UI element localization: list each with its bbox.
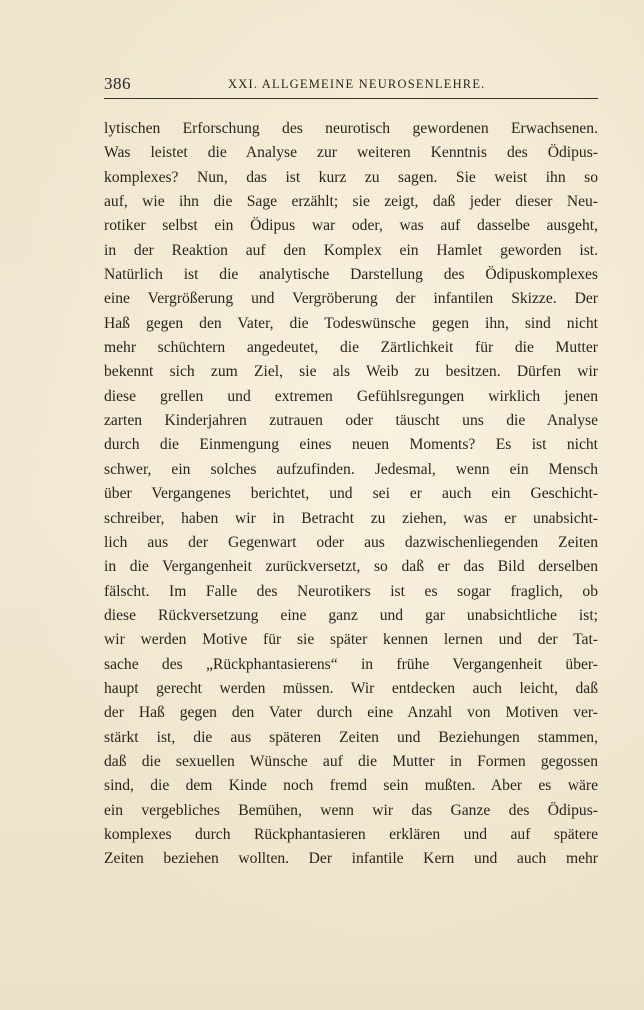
text-line: daß die sexuellen Wünsche auf die Mutter in Formen gegossen — [104, 752, 598, 770]
text-line: rotiker selbst ein Ödipus war oder, was auf dasselbe ausgeht, — [104, 217, 598, 235]
text-line: mehr schüchtern angedeutet, die Zärtlichkeit für die Mutter — [104, 339, 598, 357]
text-line: der Haß gegen den Vater durch eine Anzahl von Motiven ver- — [104, 704, 598, 722]
text-line: lich aus der Gegenwart oder aus dazwischenliegenden Zeiten — [104, 533, 598, 551]
text-line: diese Rückversetzung eine ganz und gar unabsichtliche ist; — [104, 606, 598, 624]
text-line: haupt gerecht werden müssen. Wir entdecken auch leicht, daß — [104, 679, 598, 697]
text-line: auf, wie ihn die Sage erzählt; sie zeigt, daß jeder dieser Neu- — [104, 193, 598, 211]
text-line: Haß gegen den Vater, die Todeswünsche gegen ihn, sind nicht — [104, 314, 598, 332]
text-line: schwer, ein solches aufzufinden. Jedesmal, wenn ein Mensch — [104, 460, 598, 478]
text-line: sind, die dem Kinde noch fremd sein mußten. Aber es wäre — [104, 777, 598, 795]
text-line: schreiber, haben wir in Betracht zu ziehen, was er unabsicht- — [104, 509, 598, 527]
text-line: diese grellen und extremen Gefühlsregungen wirklich jenen — [104, 387, 598, 405]
running-head — [104, 74, 598, 99]
text-line: Was leistet die Analyse zur weiteren Kenntnis des Ödipus- — [104, 144, 598, 162]
text-line: stärkt ist, die aus späteren Zeiten und Beziehungen stammen, — [104, 728, 598, 746]
text-line: fälscht. Im Falle des Neurotikers ist es sogar fraglich, ob — [104, 582, 598, 600]
text-line: über Vergangenes berichtet, und sei er auch ein Geschicht- — [104, 485, 598, 503]
text-line: wir werden Motive für sie später kennen lernen und der Tat- — [104, 631, 598, 649]
text-line: zarten Kinderjahren zutrauen oder täuscht uns die Analyse — [104, 412, 598, 430]
text-line: lytischen Erforschung des neurotisch gewordenen Erwachsenen. — [104, 120, 598, 137]
text-line: ein vergebliches Bemühen, wenn wir das Ganze des Ödipus- — [104, 801, 598, 819]
text-line: in der Reaktion auf den Komplex ein Hamlet geworden ist. — [104, 241, 598, 259]
text-line: durch die Einmengung eines neuen Moments? Es ist nicht — [104, 436, 598, 454]
text-line: komplexes? Nun, das ist kurz zu sagen. Sie weist ihn so — [104, 168, 598, 186]
text-line: bekennt sich zum Ziel, sie als Weib zu besitzen. Dürfen wir — [104, 363, 598, 381]
chapter-title: XXI. ALLGEMEINE NEUROSENLEHRE. — [228, 77, 486, 91]
text-line: sache des „Rückphantasierens“ in frühe Vergangenheit über- — [104, 655, 598, 673]
text-line: Natürlich ist die analytische Darstellung des Ödipuskomplexes — [104, 266, 598, 284]
text-line: Zeiten beziehen wollten. Der infantile Kern und auch mehr — [104, 850, 598, 868]
page-number: 386 — [104, 74, 131, 93]
text-line: eine Vergrößerung und Vergröberung der infantilen Skizze. Der — [104, 290, 598, 308]
text-line: komplexes durch Rückphantasieren erklären und auf spätere — [104, 825, 598, 843]
text-line: in die Vergangenheit zurückversetzt, so daß er das Bild derselben — [104, 558, 598, 576]
body-text — [104, 117, 598, 872]
